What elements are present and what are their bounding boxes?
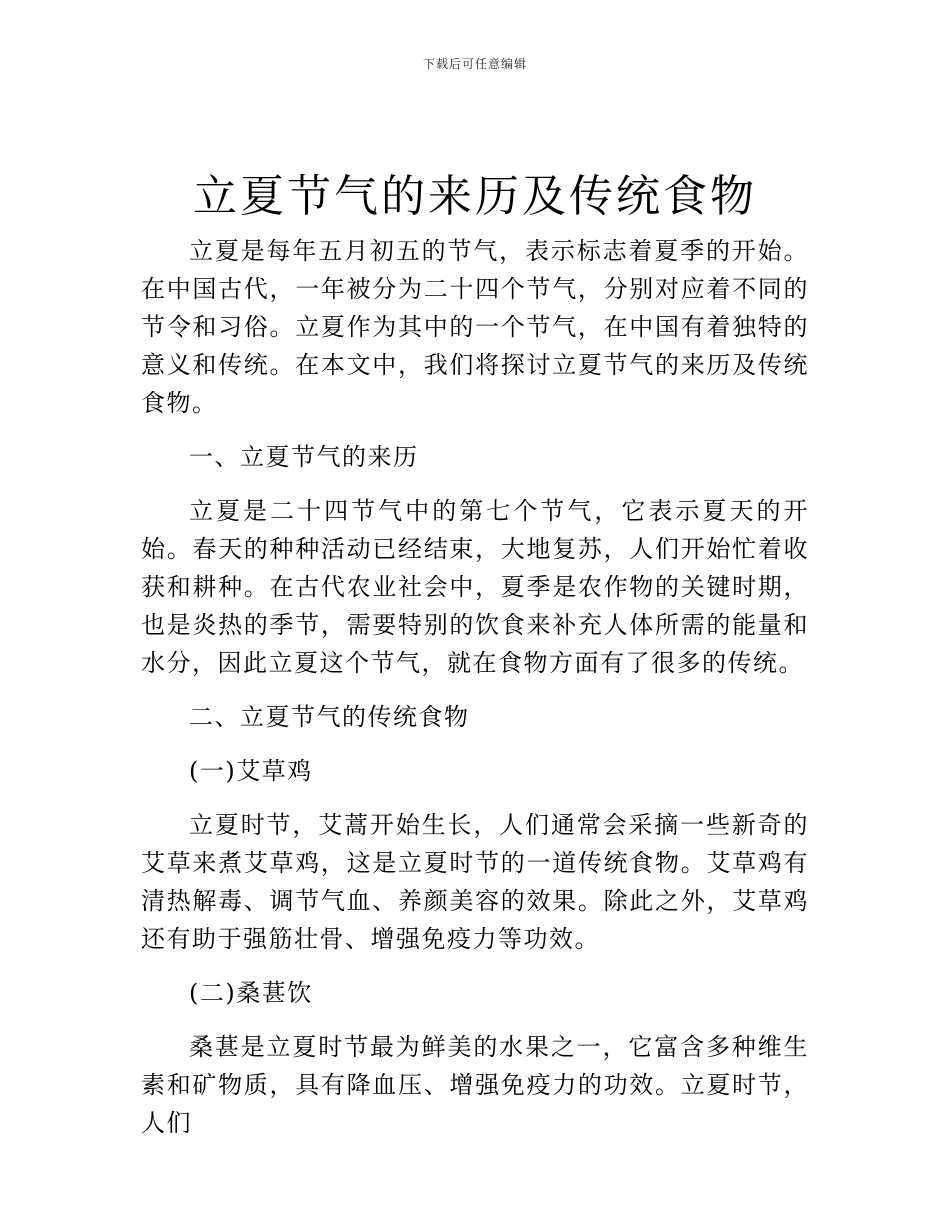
subheading-mulberry-drink: (二)桑葚饮	[189, 979, 313, 1007]
document-title: 立夏节气的来历及传统食物	[193, 171, 757, 222]
section-heading-foods: 二、立夏节气的传统食物	[189, 703, 470, 731]
intro-paragraph: 立夏是每年五月初五的节气，表示标志着夏季的开始。在中国古代，一年被分为二十四个节气，分别对应着不同的节令和习俗。立夏作为其中的一个节气，在中国有着独特的意义和传统。在本文中，我们将探讨立夏节气的来历及传统食物。	[141, 237, 809, 417]
origin-paragraph: 立夏是二十四节气中的第七个节气，它表示夏天的开始。春天的种种活动已经结束，大地复苏，人们开始忙着收获和耕种。在古代农业社会中，夏季是农作物的关键时期，也是炎热的季节，需要特别的饮食来补充人体所需的能量和水分，因此立夏这个节气，就在食物方面有了很多的传统。	[141, 497, 809, 677]
aicao-chicken-paragraph: 立夏时节，艾蒿开始生长，人们通常会采摘一些新奇的艾草来煮艾草鸡，这是立夏时节的一道传统食物。艾草鸡有清热解毒、调节气血、养颜美容的效果。除此之外，艾草鸡还有助于强筋壮骨、增强免疫力等功效。	[141, 811, 809, 953]
header-note: 下载后可任意编辑	[422, 57, 527, 71]
mulberry-drink-paragraph: 桑葚是立夏时节最为鲜美的水果之一，它富含多种维生素和矿物质，具有降血压、增强免疫力的功效。立夏时节，人们	[141, 1033, 809, 1137]
document-body	[141, 232, 809, 1158]
section-heading-origin: 一、立夏节气的来历	[189, 443, 419, 471]
subheading-aicao-chicken: (一)艾草鸡	[189, 757, 313, 785]
